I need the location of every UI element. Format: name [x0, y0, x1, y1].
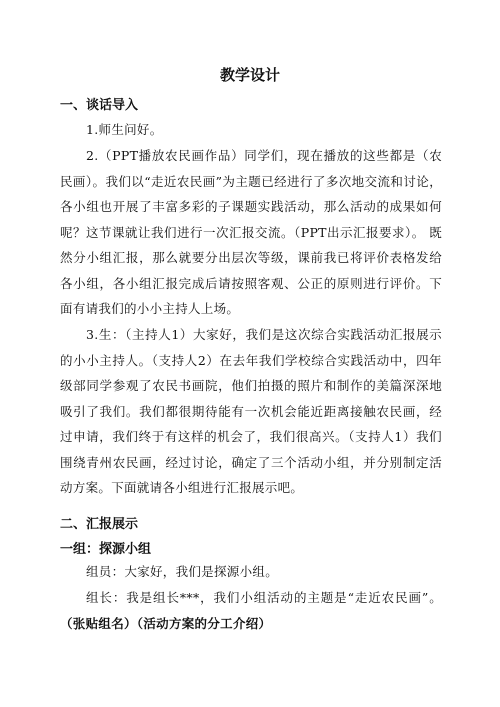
paragraph-member-greeting: 组员：大家好，我们是探源小组。: [86, 564, 279, 579]
section-heading-intro: 一、谈话导入: [60, 98, 139, 113]
section-heading-report: 二、汇报展示: [60, 517, 139, 532]
document-title: 教学设计: [219, 66, 280, 84]
paragraph-ppt-intro: 2.（PPT播放农民画作品）同学们，现在播放的这些都是（农民画）。我们以“走近农民画”为主题已经进行了多次地交流和讨论，各小组也开展了丰富多彩的子课题实践活动，那么活动的成果如何呢？这节课就让我们进行一次汇报交流。（PPT出示汇报要求）。 既然分小组汇报，那么就要分出层次等级，课前我已将评价表格发给各小组，各小组汇报完成后请按照客观、公正的原则进行评价。下面有请我们的小小主持人上场。: [60, 148, 442, 316]
leader-intro-text: 组长：我是组长***，我们小组活动的主题是“走近农民画”。: [86, 590, 442, 605]
leader-intro-bold-note: （张贴组名）（活动方案的分工介绍）: [60, 615, 272, 631]
paragraph-host-intro: 3.生：（主持人1）大家好，我们是这次综合实践活动汇报展示的小小主持人。（支持人2）在去年我们学校综合实践活动中，四年级部同学参观了农民书画院，他们拍摄的照片和制作的美篇深深地吸引了我们。我们都很期待能有一次机会能近距离接触农民画，经过申请，我们终于有这样的机会了，我们很高兴。（支持人1）我们围绕青州农民画，经过讨论，确定了三个活动小组，并分别制定活动方案。下面就请各小组进行汇报展示吧。: [60, 327, 442, 495]
paragraph-leader-intro: [60, 585, 442, 636]
paragraph-greeting: 1.师生问好。: [86, 122, 163, 137]
group-heading-origin: 一组：探源小组: [60, 542, 152, 557]
